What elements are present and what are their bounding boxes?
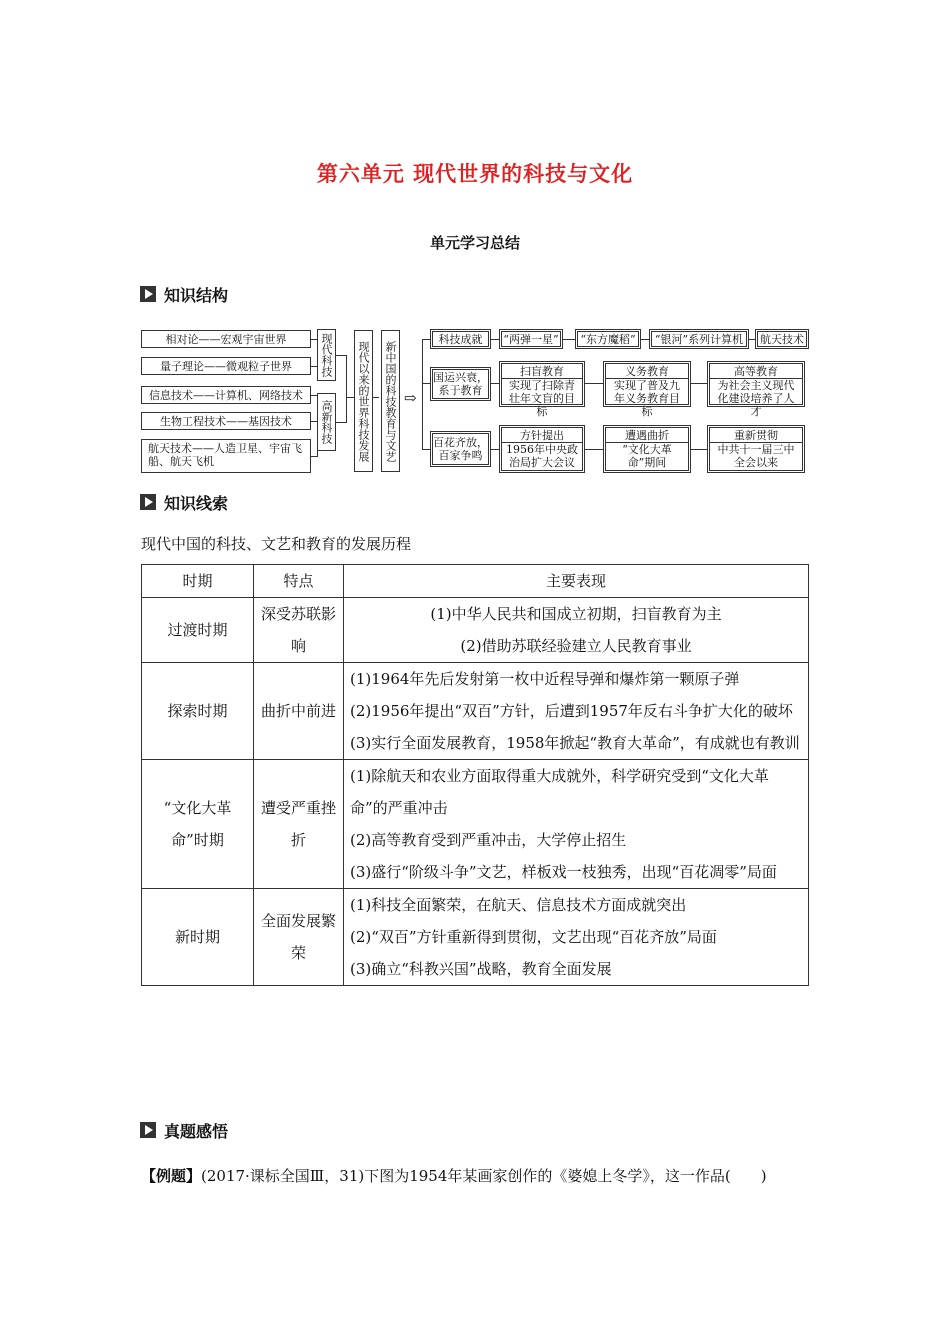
table-header: 时期 — [142, 565, 254, 598]
row2-item-head: 义务教育 — [606, 364, 688, 379]
play-icon — [140, 1122, 156, 1138]
diagram-left-item: 相对论——宏观宇宙世界 — [141, 330, 311, 348]
row1-item: 航天技术 — [755, 329, 809, 349]
diagram-left-item: 生物工程技术——基因技术 — [141, 412, 311, 430]
row3-item-body: 1956年中央政治局扩大会议 — [506, 443, 578, 469]
example-tag: 【例题】 — [141, 1167, 202, 1185]
detail-item: (1)除航天和农业方面取得重大成就外，科学研究受到“文化大革命”的严重冲击 — [350, 767, 769, 817]
play-icon — [140, 494, 156, 510]
row3-item — [499, 425, 585, 473]
page-subtitle: 单元学习总结 — [429, 234, 520, 252]
section-structure-label: 知识结构 — [164, 285, 229, 305]
row2-item-head: 高等教育 — [710, 364, 802, 379]
diagram-left-item: 信息技术——计算机、网络技术 — [141, 386, 311, 404]
play-icon — [140, 286, 156, 302]
section-real-label: 真题感悟 — [164, 1121, 229, 1141]
row3-item-head: 方针提出 — [502, 428, 582, 443]
period-cell: 新时期 — [142, 889, 254, 986]
row2-item — [707, 361, 805, 418]
detail-item: (1)科技全面繁荣，在航天、信息技术方面成就突出 — [350, 896, 687, 914]
row3-item — [603, 425, 691, 473]
table-intro: 现代中国的科技、文艺和教育的发展历程 — [141, 535, 412, 553]
table-row — [142, 889, 809, 986]
detail-item: (2)借助苏联经验建立人民教育事业 — [460, 637, 692, 655]
center-world-science: 现代以来的世界科技发展 — [354, 330, 373, 472]
row3-item-body: “文化大革命”期间 — [622, 443, 672, 469]
example-question — [141, 1162, 821, 1190]
row1-item: “银河”系列计算机 — [649, 329, 749, 349]
row2-label: 国运兴衰，系于教育 — [430, 367, 491, 401]
row3-item-head: 重新贯彻 — [710, 428, 802, 443]
row2-item — [499, 361, 585, 418]
row2-item — [603, 361, 691, 418]
history-table — [141, 564, 809, 986]
section-clues-label: 知识线索 — [164, 493, 229, 513]
row2-item-body: 实现了扫除青壮年文盲的目标 — [509, 379, 575, 418]
diagram-left-item: 航天技术——人造卫星、宇宙飞船、航天飞机 — [141, 439, 311, 473]
detail-cell — [344, 889, 809, 986]
example-text: (2017·课标全国Ⅲ，31)下图为1954年某画家创作的《婆媳上冬学》，这一作品( ) — [201, 1167, 767, 1185]
row1-item: “东方魔稻” — [575, 329, 641, 349]
table-header-row — [142, 565, 809, 598]
feature-cell: 遭受严重挫折 — [254, 760, 344, 889]
table-header: 特点 — [254, 565, 344, 598]
double-arrow-icon: ⇨ — [404, 389, 417, 407]
group-modern: 现代科技 — [317, 329, 336, 381]
period-cell: “文化大革命”时期 — [142, 760, 254, 889]
period-cell: 探索时期 — [142, 663, 254, 760]
table-header: 主要表现 — [344, 565, 809, 598]
detail-cell — [344, 760, 809, 889]
row2-item-head: 扫盲教育 — [502, 364, 582, 379]
row3-item — [707, 425, 805, 473]
detail-cell — [344, 598, 809, 663]
detail-item: (2)1956年提出“双百”方针，后遭到1957年反右斗争扩大化的破坏 — [350, 702, 793, 720]
table-row — [142, 663, 809, 760]
group-high: 高新科技 — [317, 393, 336, 451]
detail-cell — [344, 663, 809, 760]
row2-item-body: 实现了普及九年义务教育目标 — [614, 379, 680, 418]
section-real — [140, 1119, 228, 1141]
detail-item: (1)1964年先后发射第一枚中近程导弹和爆炸第一颗原子弹 — [350, 670, 740, 688]
row2-item-body: 为社会主义现代化建设培养了人才 — [717, 379, 795, 418]
detail-item: (3)盛行“阶级斗争”文艺，样板戏一枝独秀，出现“百花凋零”局面 — [350, 863, 777, 881]
row1-label: 科技成就 — [430, 329, 491, 349]
row3-item-body: 中共十一届三中全会以来 — [717, 443, 795, 469]
knowledge-diagram — [141, 325, 809, 475]
feature-cell: 曲折中前进 — [254, 663, 344, 760]
row3-label: 百花齐放，百家争鸣 — [430, 431, 491, 467]
feature-cell: 全面发展繁荣 — [254, 889, 344, 986]
period-cell: 过渡时期 — [142, 598, 254, 663]
diagram-left-item: 量子理论——微观粒子世界 — [141, 357, 311, 375]
feature-cell: 深受苏联影响 — [254, 598, 344, 663]
section-clues — [140, 491, 228, 513]
table-row — [142, 760, 809, 889]
row1-item: “两弹一星” — [499, 329, 563, 349]
page-title: 第六单元 现代世界的科技与文化 — [316, 162, 634, 186]
row3-item-head: 遭遇曲折 — [606, 428, 688, 443]
detail-item: (2)“双百”方针重新得到贯彻，文艺出现“百花齐放”局面 — [350, 928, 717, 946]
detail-item: (3)实行全面发展教育，1958年掀起“教育大革命”，有成就也有教训 — [350, 734, 800, 752]
section-structure — [140, 283, 228, 305]
center-new-china: 新中国的科技教育与文艺 — [381, 330, 400, 472]
table-row — [142, 598, 809, 663]
detail-item: (3)确立“科教兴国”战略，教育全面发展 — [350, 960, 612, 978]
detail-item: (1)中华人民共和国成立初期，扫盲教育为主 — [430, 605, 722, 623]
detail-item: (2)高等教育受到严重冲击，大学停止招生 — [350, 831, 627, 849]
